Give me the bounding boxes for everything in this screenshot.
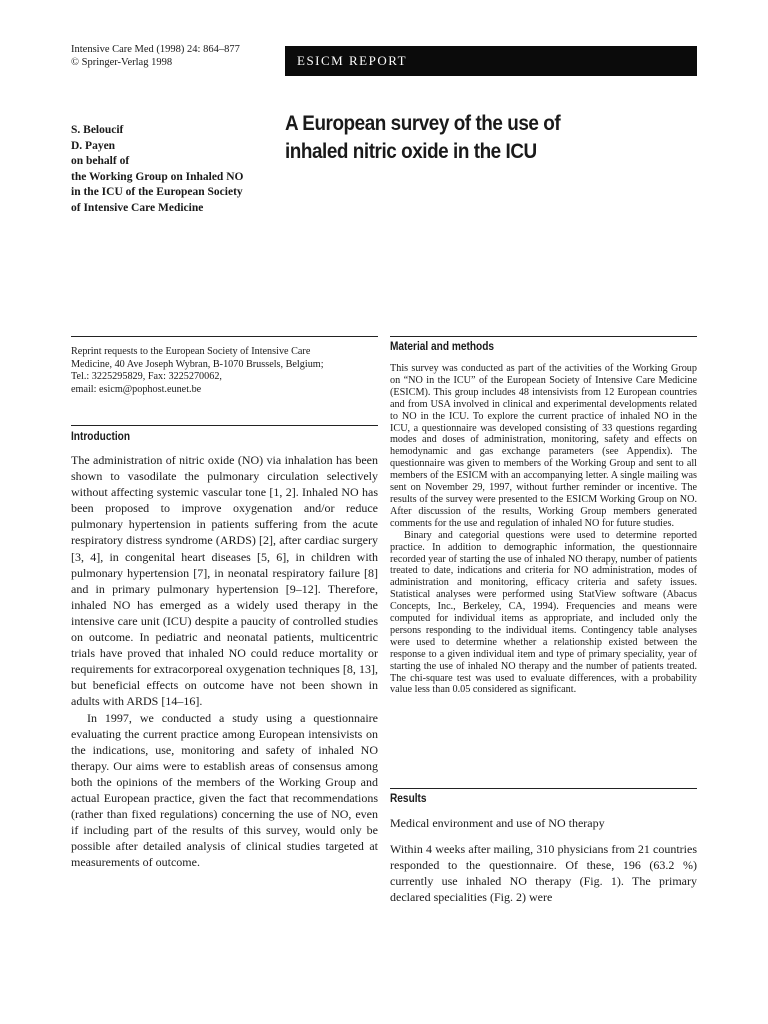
author-line: D. Payen (71, 139, 116, 152)
results-heading: Results (390, 793, 427, 805)
author-list (71, 123, 281, 216)
introduction-body (71, 452, 378, 870)
journal-citation: Intensive Care Med (1998) 24: 864–877 (71, 44, 240, 55)
author-line: on behalf of (71, 155, 130, 167)
author-line: S. Beloucif (71, 124, 124, 136)
introduction-rule (71, 425, 378, 426)
reprint-line: Reprint requests to the European Society of Intensive Care (71, 346, 311, 357)
reprint-top-rule (71, 336, 378, 337)
reprint-line: Tel.: 3225295829, Fax: 3225270062, (71, 371, 222, 382)
methods-heading: Material and methods (390, 341, 495, 353)
copyright-line: © Springer-Verlag 1998 (71, 57, 173, 68)
reprint-line: Medicine, 40 Ave Joseph Wybran, B-1070 Brussels, Belgium; (71, 358, 324, 370)
reprint-requests (71, 346, 381, 396)
author-line: of Intensive Care Medicine (71, 201, 204, 214)
results-subheading: Medical environment and use of NO therapy (390, 816, 605, 830)
methods-paragraph: This survey was conducted as part of the activities of the Working Group on “NO in the ICU” of the European Society of Intensive Care Medicine (ESICM). This group includes 48 intensivists from 12 European countries and from USA involved in clinical and experimental developments related to NO in the ICU. To explore the current practice of inhaled NO in the ICU, a questionnaire was developed consisting of 33 questions regarding modes and doses of administration, monitoring, safety and effects on hemodynamic and gas exchange parameters (see Appendix). The questionnaire was given to members of the Working Group and sent to all members of the ESICM with an accompanying letter. A single mailing was sent on November 29, 1997, without further reminder or incentive. The results of the survey were presented to the ESICM Working Group on NO. After discussion of the results, Working Group members generated comments for the use and regulation of inhaled NO for future studies. (390, 363, 697, 529)
methods-paragraph: Binary and categorial questions were used to determine reported practice. In addition to demographic information, the questionnaire recorded year of starting the use of inhaled NO therapy, number of patients treated to date, indications and criteria for NO administration, modes of administration and monitoring, efficacy criteria and safety issues. Statistical analyses were performed using StatView software (Abacus Concepts, Inc., Berkeley, CA, 1994). Frequencies and means were computed for individual items as appropriate, and included only the persons responding to the individual items. Contingency table analyses were used to determine whether a relationship existed between the response to a given individual item and type of primary speciality, year of starting the use of inhaled NO therapy and the number of patients treated. The chi-square test was used to evaluate differences, with a probability value less than 0.05 considered as significant. (390, 529, 697, 696)
methods-rule (390, 336, 697, 337)
methods-body (390, 363, 697, 696)
introduction-heading: Introduction (71, 431, 131, 443)
article-title-line: A European survey of the use of (285, 112, 561, 135)
journal-citation-block (71, 43, 240, 69)
author-line: in the ICU of the European Society (71, 186, 243, 198)
reprint-line: email: esicm@pophost.eunet.be (71, 383, 202, 395)
introduction-paragraph: The administration of nitric oxide (NO) via inhalation has been shown to vasodilate the pulmonary circulation selectively without affecting systemic vascular tone [1, 2]. Inhaled NO has been proposed to improve oxygenation and/or reduce pulmonary hypertension in patients suffering from the acute respiratory distress syndrome (ARDS) [2], after cardiac surgery [3, 4], in congenital heart diseases [5, 6], in children with pulmonary hypertension [7], in neonatal respiratory failure [8] and in primary pulmonary hypertension [9–12]. Therefore, inhaled NO has emerged as a widely used therapy in the intensive care unit (ICU) despite a paucity of controlled studies on outcome. In pediatric and neonatal patients, multicentric trials have proved that inhaled NO could reduce mortality or requirements for extracorporeal oxygenation techniques [8, 13], but beneficial effects on outcome have not been shown in adults with ARDS [14–16]. (71, 453, 378, 709)
section-banner-label: ESICM REPORT (297, 53, 408, 68)
section-banner (285, 46, 697, 76)
article-title (285, 110, 663, 166)
results-rule (390, 788, 697, 789)
introduction-paragraph: In 1997, we conducted a study using a questionnaire evaluating the current practice among European intensivists on the indications, use, monitoring and safety of inhaled NO therapy. Our aims were to establish areas of consensus among both the opinions of the members of the Working Group and actual European practice, given the fact that recommendations (rather than fixed regulations) concerning the use of NO, even if including part of the results of this survey, would only be possible after detailed analysis of clinical studies targeted at measurements of outcome. (71, 710, 378, 870)
results-paragraph: Within 4 weeks after mailing, 310 physicians from 21 countries responded to the questionnaire. Of these, 196 (63.2 %) currently use inhaled NO therapy (Fig. 1). The primary declared specialities (Fig. 2) were (390, 842, 697, 905)
article-title-line: inhaled nitric oxide in the ICU (285, 140, 537, 163)
results-body (390, 841, 697, 905)
author-line: the Working Group on Inhaled NO (71, 170, 244, 183)
